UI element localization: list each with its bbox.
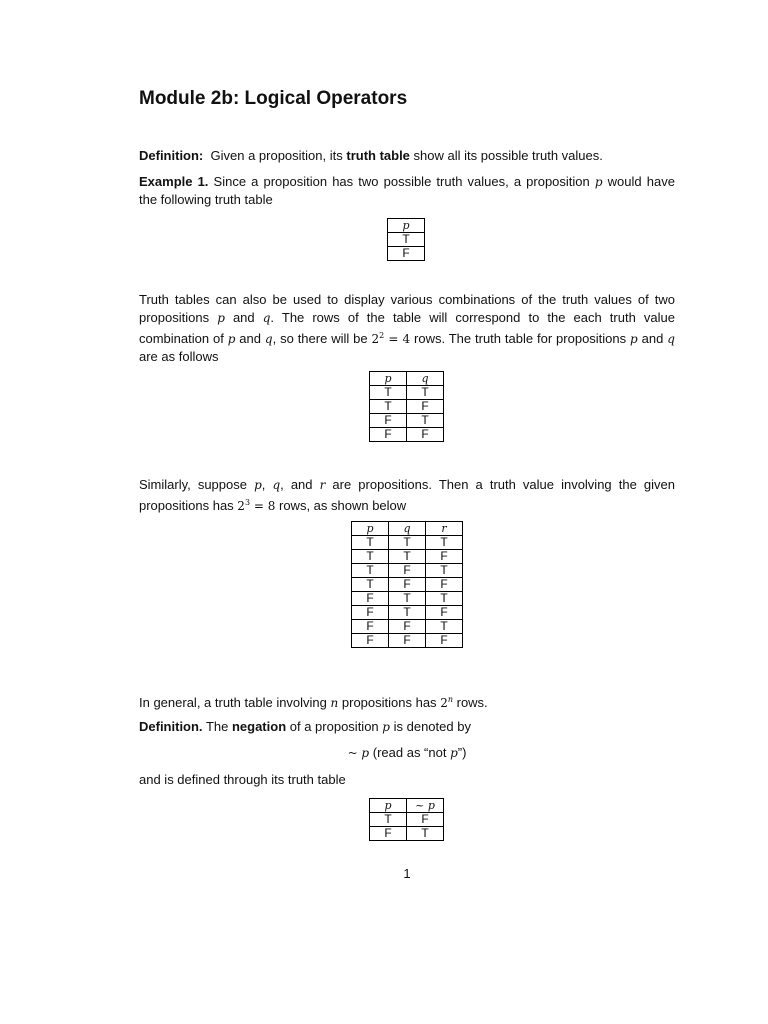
table-cell: F — [352, 634, 389, 648]
text: , — [261, 477, 266, 492]
text: propositions has — [341, 695, 437, 710]
table-cell: F — [426, 606, 463, 620]
text: are propositions. Then a truth value involving the given propositions has — [139, 477, 675, 513]
table-row — [352, 592, 463, 606]
base: 2 — [237, 499, 245, 513]
math-var-p: p — [594, 175, 603, 189]
table-cell: F — [426, 578, 463, 592]
text: , so there will be — [272, 331, 368, 346]
text: is denoted by — [393, 719, 471, 734]
math-not-p: ~ p — [347, 746, 370, 760]
table-cell: F — [370, 414, 407, 428]
table-cell: F — [389, 634, 426, 648]
math-power — [372, 332, 411, 346]
example-label: Example 1. — [139, 174, 209, 189]
table-cell: T — [426, 620, 463, 634]
column-header: q — [389, 522, 426, 536]
table-cell: F — [370, 827, 407, 841]
exponent: n — [447, 695, 453, 704]
table-row — [352, 606, 463, 620]
base: 2 — [371, 332, 380, 346]
text: Similarly, suppose — [139, 477, 247, 492]
table-cell: F — [426, 550, 463, 564]
math-var-p: p — [254, 478, 262, 492]
definition-negation — [139, 718, 675, 736]
text: , and — [280, 477, 313, 492]
table-cell: T — [352, 550, 389, 564]
negation-term: negation — [231, 719, 287, 734]
definition-label: Definition: — [139, 148, 204, 163]
column-header: p — [370, 799, 407, 813]
math-var-p: p — [630, 332, 638, 346]
text: rows. — [456, 695, 488, 710]
text: and — [232, 310, 255, 325]
example-text-end: would have the following truth table — [139, 174, 675, 207]
math-var-q: q — [667, 332, 675, 346]
table-header-row — [370, 372, 444, 386]
table-row — [352, 634, 463, 648]
math-var-q: q — [262, 311, 271, 325]
table-row — [370, 428, 444, 442]
table-cell: F — [389, 620, 426, 634]
table-cell: T — [407, 386, 444, 400]
definition-text: Given a proposition, its — [210, 148, 343, 163]
table-header-row — [370, 799, 444, 813]
paragraph-general — [139, 691, 675, 712]
paragraph-two-propositions — [139, 291, 675, 366]
column-header: p — [352, 522, 389, 536]
paragraph-three-propositions — [139, 476, 675, 515]
table-cell: T — [389, 606, 426, 620]
table-cell: F — [370, 428, 407, 442]
text: . The rows of the table will correspond to the each truth value combination of — [139, 310, 675, 346]
math-var-n: n — [330, 696, 339, 710]
text: of a proposition — [289, 719, 379, 734]
table-cell: F — [352, 606, 389, 620]
table-cell: T — [407, 827, 444, 841]
base: 2 — [440, 696, 448, 710]
table-row — [370, 400, 444, 414]
column-header: ~ p — [407, 799, 444, 813]
text: Truth tables can also be used to display various combinations of the truth values of two propositions — [139, 292, 675, 325]
example-1 — [139, 173, 675, 209]
table-row — [370, 827, 444, 841]
math-var-p: p — [227, 332, 236, 346]
column-header: q — [407, 372, 444, 386]
table-cell: T — [352, 536, 389, 550]
example-text: Since a proposition has two possible truth values, a proposition — [213, 174, 590, 189]
math-power — [237, 499, 275, 513]
math-var-p: p — [450, 746, 458, 760]
table-cell: T — [370, 400, 407, 414]
text: (read as “not — [372, 745, 447, 760]
table-row — [370, 813, 444, 827]
table-cell: F — [407, 813, 444, 827]
text: and — [239, 331, 261, 346]
table-cell: T — [426, 536, 463, 550]
table-cell: T — [389, 550, 426, 564]
text: and — [641, 331, 664, 346]
math-var-p: p — [217, 311, 225, 325]
math-power — [440, 696, 453, 710]
truth-table-p — [387, 218, 425, 261]
truth-table-term: truth table — [346, 148, 410, 163]
column-header: p — [388, 219, 425, 233]
paragraph-negation-table: and is defined through its truth table — [139, 772, 346, 787]
math-var-q: q — [264, 332, 273, 346]
math-var-p: p — [382, 720, 390, 734]
table-cell: T — [388, 233, 425, 247]
table-cell: F — [388, 247, 425, 261]
table-cell: T — [426, 592, 463, 606]
text: In general, a truth table involving — [139, 695, 327, 710]
table-cell: F — [352, 592, 389, 606]
text: The — [205, 719, 229, 734]
table-row — [352, 620, 463, 634]
table-row — [388, 233, 425, 247]
math-var-q: q — [272, 478, 281, 492]
truth-table-pq — [369, 371, 444, 442]
text: rows. The truth table for propositions — [414, 331, 627, 346]
exponent: 3 — [244, 498, 251, 507]
negation-notation — [139, 745, 675, 760]
text: rows, as shown below — [279, 498, 407, 513]
table-row — [352, 536, 463, 550]
text: are as follows — [139, 349, 219, 364]
column-header: r — [426, 522, 463, 536]
table-cell: T — [370, 813, 407, 827]
table-cell: F — [389, 564, 426, 578]
table-cell: T — [426, 564, 463, 578]
table-cell: F — [389, 578, 426, 592]
table-row — [352, 578, 463, 592]
column-header: p — [370, 372, 407, 386]
table-cell: F — [407, 400, 444, 414]
table-row — [388, 247, 425, 261]
page-title: Module 2b: Logical Operators — [139, 88, 408, 109]
page-number: 1 — [403, 866, 411, 881]
equals: = 4 — [388, 332, 411, 346]
table-cell: T — [352, 578, 389, 592]
truth-table-pqr — [351, 521, 463, 648]
table-cell: T — [352, 564, 389, 578]
table-row — [352, 550, 463, 564]
definition-text-end: show all its possible truth values. — [413, 148, 603, 163]
table-cell: F — [426, 634, 463, 648]
definition-label: Definition. — [139, 719, 203, 734]
definition-truth-table — [139, 147, 675, 165]
table-header-row — [388, 219, 425, 233]
exponent: 2 — [379, 331, 385, 340]
table-cell: F — [352, 620, 389, 634]
table-cell: T — [370, 386, 407, 400]
truth-table-negation — [369, 798, 444, 841]
text: ”) — [457, 745, 467, 760]
equals: = 8 — [253, 499, 276, 513]
table-row — [352, 564, 463, 578]
table-cell: F — [407, 428, 444, 442]
table-row — [370, 386, 444, 400]
math-var-r: r — [319, 478, 326, 492]
table-cell: T — [407, 414, 444, 428]
table-header-row — [352, 522, 463, 536]
table-cell: T — [389, 592, 426, 606]
table-row — [370, 414, 444, 428]
table-cell: T — [389, 536, 426, 550]
